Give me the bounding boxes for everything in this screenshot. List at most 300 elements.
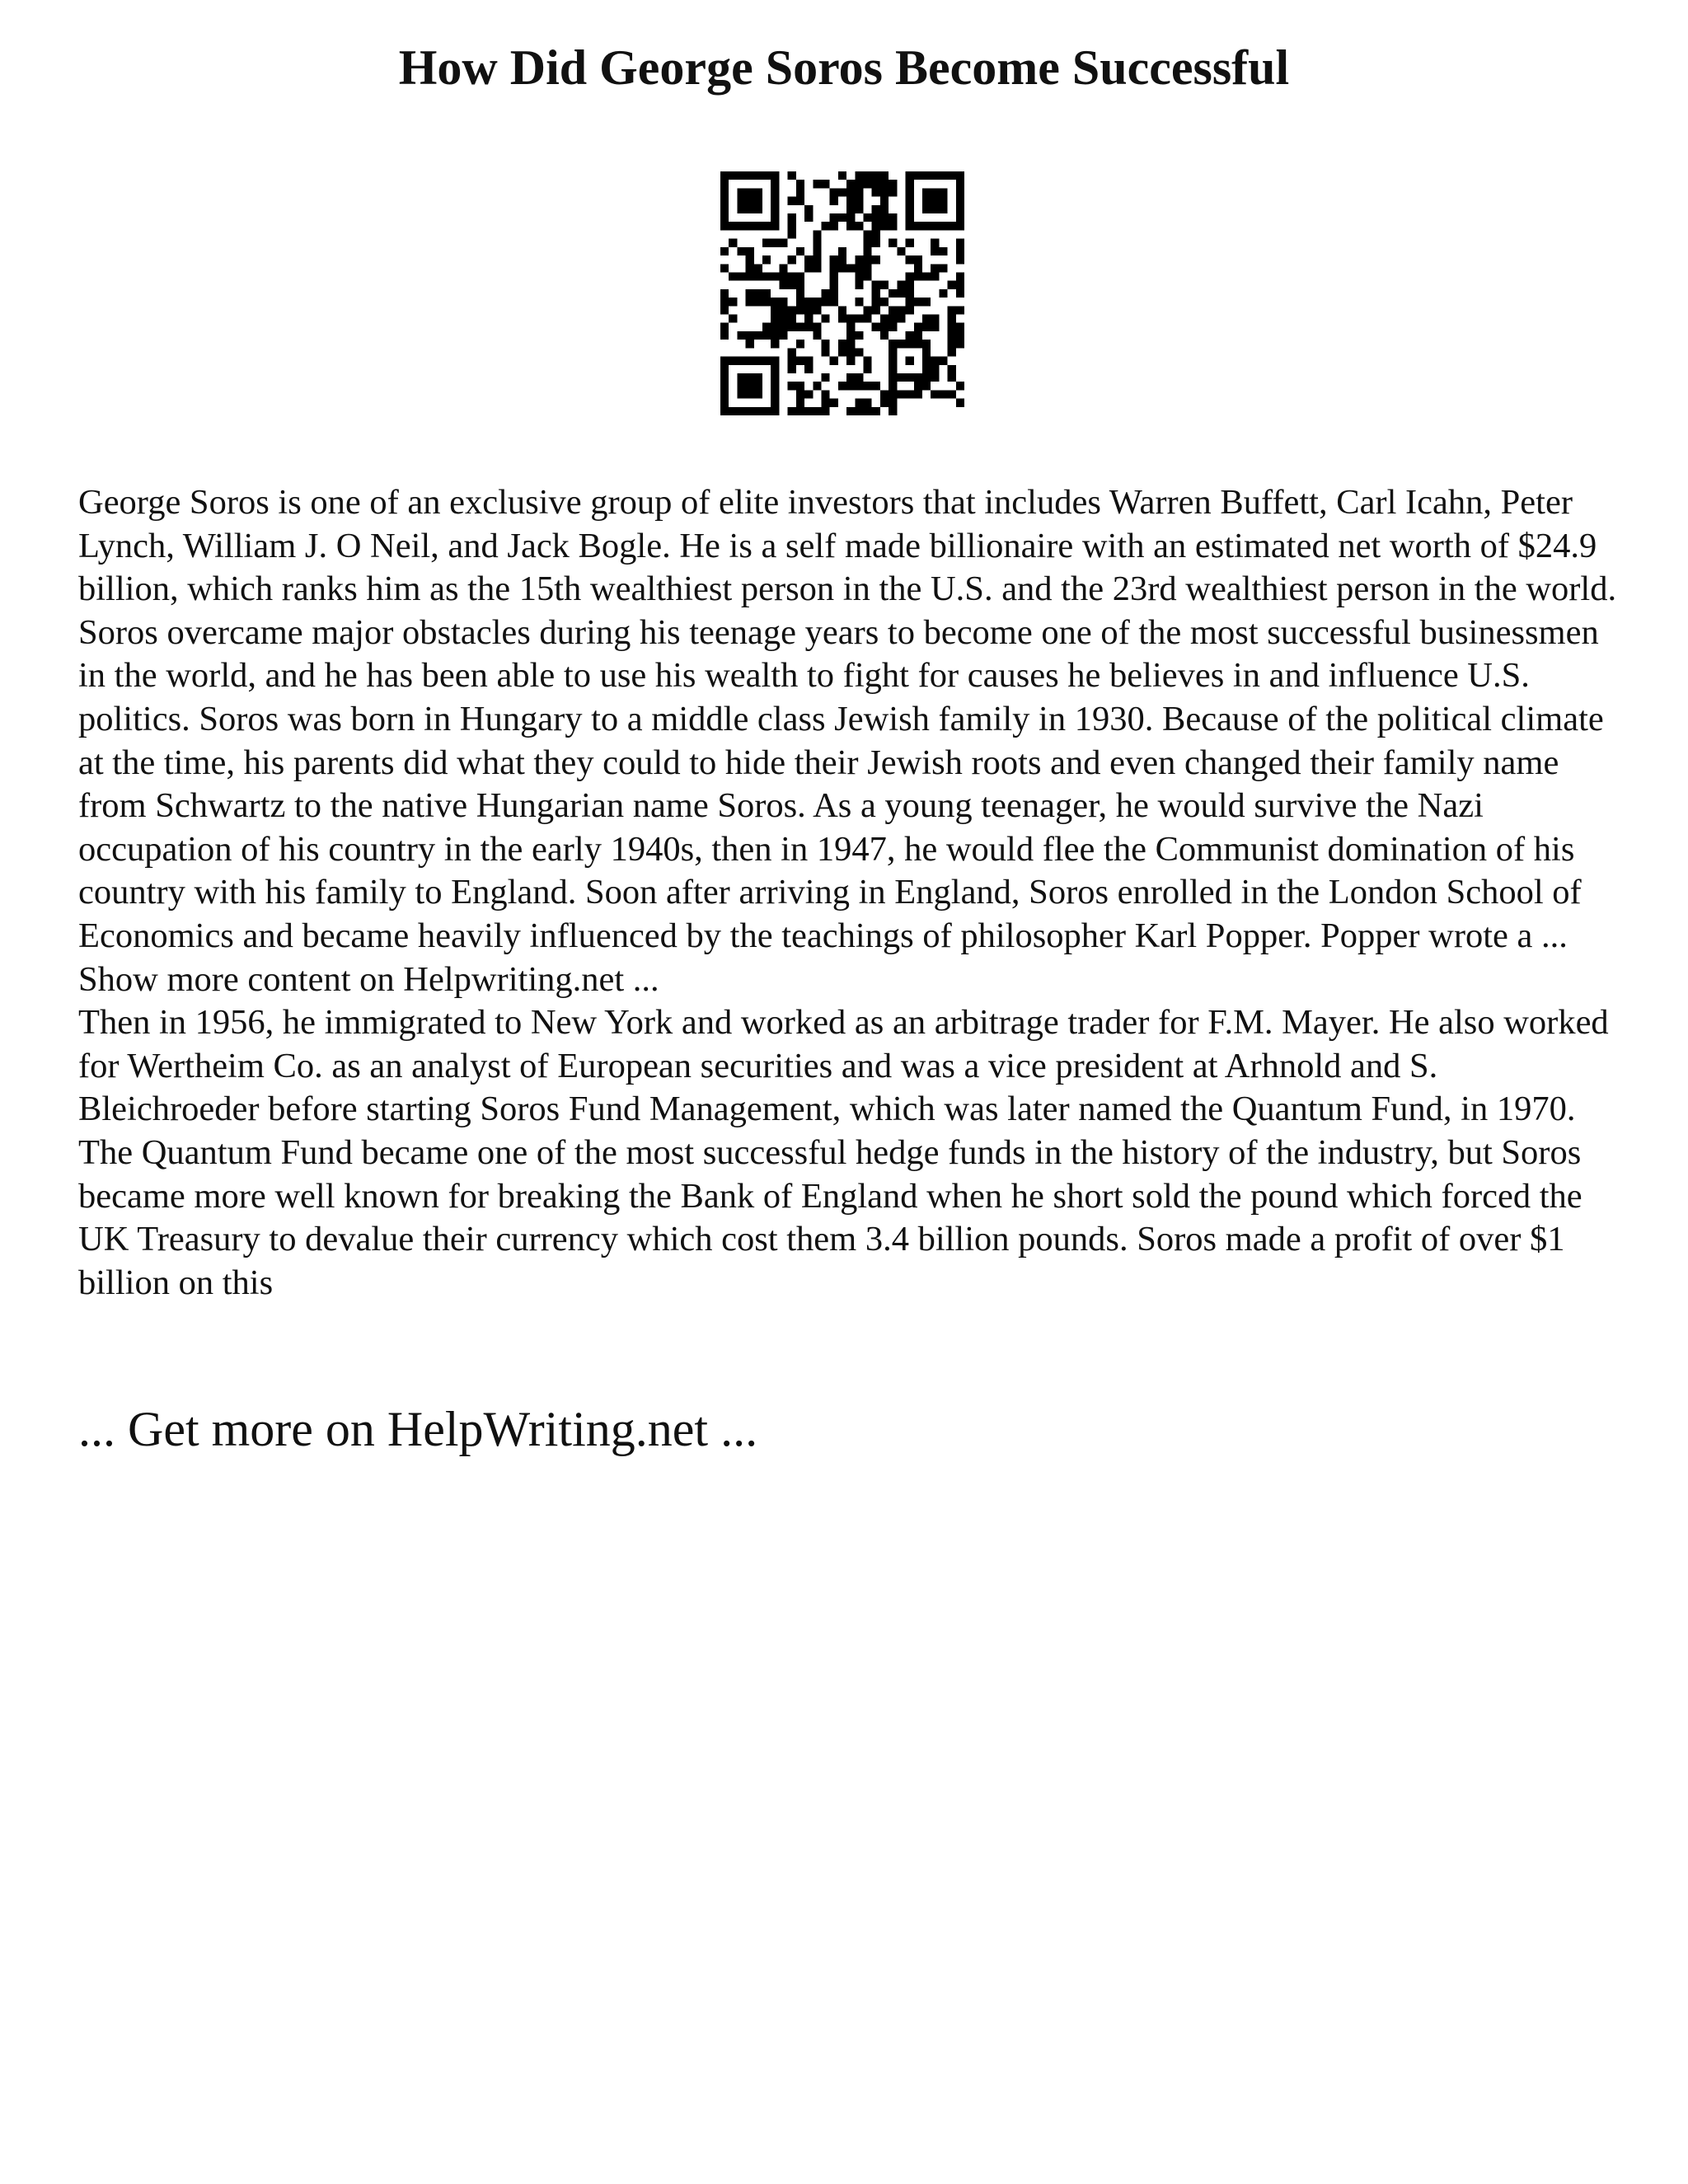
qr-module [872,306,880,314]
qr-module [914,382,922,390]
qr-module [729,315,737,323]
qr-module [922,357,931,365]
qr-module [771,306,779,314]
qr-module [855,255,863,264]
qr-module [771,373,779,382]
qr-module [813,247,821,255]
qr-module [956,222,964,230]
qr-module [804,323,813,331]
qr-module [729,407,737,415]
qr-module [737,171,745,180]
get-more-link[interactable]: ... Get more on HelpWriting.net ... [78,1402,758,1456]
qr-module [846,213,855,222]
qr-module [720,171,729,180]
qr-module [788,306,796,314]
qr-module [906,281,914,289]
qr-module [779,323,787,331]
qr-module [720,407,729,415]
qr-module [931,264,939,272]
qr-module [746,373,754,382]
qr-module [889,180,897,188]
qr-module [846,348,855,356]
qr-module [788,255,796,264]
qr-module [914,272,922,280]
qr-module [779,306,787,314]
qr-module [846,373,855,382]
qr-module [788,222,796,230]
qr-module [922,272,931,280]
qr-module [788,348,796,356]
qr-module [779,272,787,280]
qr-module [906,331,914,340]
qr-module [956,323,964,331]
qr-module [838,348,846,356]
qr-module [788,272,796,280]
qr-module [948,365,956,373]
qr-module [906,373,914,382]
qr-module [889,289,897,298]
qr-module [956,213,964,222]
qr-module [948,331,956,340]
qr-module [846,357,855,365]
qr-module [720,247,729,255]
qr-module [771,390,779,398]
qr-module [922,365,931,373]
qr-module [914,298,922,306]
qr-module [846,264,855,272]
qr-module [796,180,804,188]
qr-module [956,306,964,314]
qr-module [864,247,872,255]
qr-module [746,357,754,365]
qr-module [914,390,922,398]
qr-module [729,357,737,365]
qr-module [906,289,914,298]
qr-module [804,365,813,373]
qr-module [830,272,838,280]
qr-module [880,323,889,331]
qr-module [771,315,779,323]
qr-module [939,222,947,230]
qr-module [846,331,855,340]
qr-module [914,323,922,331]
qr-module [788,230,796,238]
qr-module [720,289,729,298]
page-title: How Did George Soros Become Successful [398,40,1290,95]
qr-module [771,222,779,230]
qr-module [897,306,905,314]
qr-module [846,197,855,205]
qr-module [846,180,855,188]
qr-module [771,180,779,188]
qr-module [720,298,729,306]
qr-module [897,281,905,289]
qr-module [804,255,813,264]
qr-module [939,188,947,196]
qr-module [771,298,779,306]
qr-module [804,213,813,222]
qr-module [889,315,897,323]
qr-module [720,323,729,331]
qr-module [956,281,964,289]
qr-module [737,197,745,205]
qr-module [889,222,897,230]
qr-module [939,205,947,213]
qr-module [830,213,838,222]
qr-module [788,171,796,180]
qr-module [922,348,931,356]
qr-module [779,281,787,289]
qr-module [720,390,729,398]
qr-module [754,188,762,196]
qr-module [771,205,779,213]
qr-module [948,390,956,398]
qr-module [922,382,931,390]
qr-module [746,247,754,255]
qr-module [737,272,745,280]
qr-module [922,298,931,306]
qr-module [906,171,914,180]
qr-module [788,281,796,289]
qr-module [864,407,872,415]
qr-module [855,205,863,213]
qr-module [746,222,754,230]
qr-module [872,239,880,247]
qr-module [821,373,829,382]
qr-module [838,213,846,222]
qr-module [746,205,754,213]
qr-module [931,315,939,323]
qr-module [737,331,745,340]
qr-module [872,180,880,188]
qr-module [939,289,947,298]
qr-module [956,205,964,213]
qr-module [880,205,889,213]
qr-module [872,171,880,180]
qr-module [746,264,754,272]
qr-module [720,365,729,373]
qr-module [906,180,914,188]
qr-module [931,222,939,230]
qr-module [922,315,931,323]
qr-module [771,239,779,247]
qr-module [720,180,729,188]
qr-module [889,348,897,356]
qr-module [720,213,729,222]
qr-module [746,382,754,390]
qr-module [914,331,922,340]
qr-module [922,340,931,348]
qr-module [855,272,863,280]
qr-module [889,365,897,373]
qr-module [914,373,922,382]
qr-module [771,197,779,205]
qr-module [872,281,880,289]
qr-module [746,407,754,415]
qr-module [720,197,729,205]
qr-module [788,197,796,205]
qr-module [830,255,838,264]
qr-module [720,205,729,213]
qr-module [931,205,939,213]
qr-module [889,239,897,247]
qr-module [846,222,855,230]
qr-module [838,171,846,180]
qr-module [864,399,872,407]
qr-module [956,272,964,280]
qr-module [746,188,754,196]
qr-module [880,197,889,205]
qr-module [939,247,947,255]
qr-module [846,340,855,348]
qr-module [771,272,779,280]
qr-module [906,239,914,247]
qr-module [796,306,804,314]
qr-module [906,390,914,398]
qr-module [864,264,872,272]
qr-module [720,264,729,272]
qr-module [788,357,796,365]
qr-module [906,205,914,213]
qr-module [956,247,964,255]
qr-module [906,306,914,314]
qr-module [804,298,813,306]
qr-module [779,239,787,247]
qr-module [931,323,939,331]
qr-module [889,373,897,382]
qr-module [779,331,787,340]
qr-module [821,340,829,348]
qr-module [813,180,821,188]
qr-module [788,323,796,331]
qr-module [762,357,771,365]
qr-module [796,281,804,289]
qr-module [729,171,737,180]
qr-module [889,399,897,407]
qr-module [889,323,897,331]
qr-module [796,272,804,280]
qr-module [872,230,880,238]
qr-module [855,348,863,356]
qr-module [788,365,796,373]
qr-module [864,171,872,180]
qr-module [754,264,762,272]
qr-module [746,331,754,340]
qr-module [796,247,804,255]
qr-module [754,205,762,213]
qr-module [864,357,872,365]
qr-module [729,298,737,306]
qr-module [838,306,846,314]
qr-module [771,323,779,331]
qr-module [821,315,829,323]
qr-module [956,239,964,247]
qr-module [889,407,897,415]
qr-module [821,222,829,230]
qr-module [922,205,931,213]
qr-module [948,306,956,314]
qr-module [872,205,880,213]
qr-module [830,281,838,289]
qr-module [729,239,737,247]
qr-module [813,306,821,314]
qr-module [813,298,821,306]
qr-code-icon[interactable] [720,171,964,415]
qr-module [830,188,838,196]
qr-module [762,222,771,230]
qr-module [846,407,855,415]
qr-module [956,180,964,188]
qr-module [939,171,947,180]
qr-module [754,357,762,365]
qr-module [838,255,846,264]
qr-module [956,289,964,298]
qr-module [855,197,863,205]
qr-module [906,222,914,230]
qr-module [855,222,863,230]
qr-module [813,407,821,415]
qr-module [889,188,897,196]
qr-module [864,306,872,314]
qr-module [956,188,964,196]
qr-module [762,272,771,280]
qr-module [864,230,872,238]
qr-module [720,306,729,314]
qr-module [720,373,729,382]
qr-module [796,399,804,407]
qr-module [931,247,939,255]
qr-module [872,382,880,390]
qr-module [931,171,939,180]
qr-module [846,188,855,196]
qr-module [880,171,889,180]
qr-module [855,373,863,382]
qr-module [804,205,813,213]
qr-module [880,331,889,340]
qr-module [906,255,914,264]
qr-module [864,239,872,247]
qr-module [855,399,863,407]
qr-module [889,390,897,398]
qr-module [720,382,729,390]
qr-module [821,399,829,407]
qr-module [956,197,964,205]
qr-module [771,382,779,390]
qr-module [729,272,737,280]
qr-module [813,382,821,390]
qr-module [872,213,880,222]
qr-module [762,407,771,415]
paragraph: George Soros is one of an exclusive group of elite investors that includes Warren Buffett, Carl Icahn, Peter Lynch, William J. O Neil, and Jack Bogle. He is a self made billionaire with an estimated net worth of $24.9 billion, which ranks him as the 15th wealthiest person in the U.S. and the 23rd wealthiest person in the world. Soros overcame major obstacles during his teenage years to become one of the most successful businessmen in the world, and he has been able to use his wealth to fight for causes he believes in and influence U.S. politics. Soros was born in Hungary to a middle class Jewish family in 1930. Because of the political climate at the time, his parents did what they could to hide their Jewish roots and even changed their family name from Schwartz to the native Hungarian name Soros. As a young teenager, he would survive the Nazi occupation of his country in the early 1940s, then in 1947, he would flee the Communist domination of his country with his family to England. Soon after arriving in England, Soros enrolled in the London School of Economics and became heavily influenced by the teachings of philosopher Karl Popper. Popper wrote a ... Show more content on Helpwriting.net ... [78,483,1617,999]
qr-module [729,222,737,230]
qr-module [931,188,939,196]
qr-module [872,323,880,331]
qr-module [754,272,762,280]
qr-module [889,340,897,348]
qr-module [931,357,939,365]
qr-module [821,348,829,356]
qr-module [931,390,939,398]
qr-module [788,315,796,323]
qr-module [796,340,804,348]
qr-module [830,222,838,230]
qr-module [931,239,939,247]
qr-module [855,188,863,196]
qr-module [855,171,863,180]
qr-module [720,399,729,407]
qr-module [855,264,863,272]
qr-module [906,298,914,306]
qr-module [771,171,779,180]
qr-module [813,264,821,272]
qr-module [880,213,889,222]
qr-module [771,213,779,222]
qr-module [880,188,889,196]
qr-module [737,382,745,390]
paragraph: Then in 1956, he immigrated to New York and worked as an arbitrage trader for F.M. Mayer. He also worked for Wertheim Co. as an analyst of European securities and was a vice president at Arhnold and S. Bleichroeder before starting Soros Fund Management, which was later named the Quantum Fund, in 1970. The Quantum Fund became one of the most successful hedge funds in the history of the industry, but Soros became more well known for breaking the Bank of England when he short sold the pound which forced the UK Treasury to devalue their currency which cost them 3.4 billion pounds. Soros made a profit of over $1 billion on this [78,1003,1609,1302]
qr-module [754,171,762,180]
qr-module [914,222,922,230]
qr-module [897,289,905,298]
qr-module [796,357,804,365]
qr-module [762,171,771,180]
qr-module [948,348,956,356]
qr-module [880,222,889,230]
qr-module [796,323,804,331]
qr-module [948,222,956,230]
qr-module [737,357,745,365]
qr-module [897,315,905,323]
qr-module [939,390,947,398]
qr-module [796,298,804,306]
qr-module [830,298,838,306]
qr-module [821,289,829,298]
qr-module [939,357,947,365]
qr-module [880,180,889,188]
qr-module [906,357,914,365]
qr-module [754,373,762,382]
qr-module [956,340,964,348]
qr-module [838,340,846,348]
qr-module [796,197,804,205]
qr-module [804,315,813,323]
qr-module [864,180,872,188]
qr-module [737,188,745,196]
qr-module [922,373,931,382]
qr-module [720,357,729,365]
qr-module [737,390,745,398]
qr-module [762,298,771,306]
qr-module [737,222,745,230]
qr-module [813,255,821,264]
qr-module [880,281,889,289]
qr-module [779,315,787,323]
qr-module [838,247,846,255]
qr-module [804,390,813,398]
qr-module [771,331,779,340]
qr-module [846,205,855,213]
qr-module [897,340,905,348]
qr-module [746,255,754,264]
qr-module [762,239,771,247]
qr-module [897,390,905,398]
qr-module [922,197,931,205]
qr-module [931,365,939,373]
qr-module [754,222,762,230]
qr-module [804,357,813,365]
qr-module [720,222,729,230]
qr-module [779,298,787,306]
